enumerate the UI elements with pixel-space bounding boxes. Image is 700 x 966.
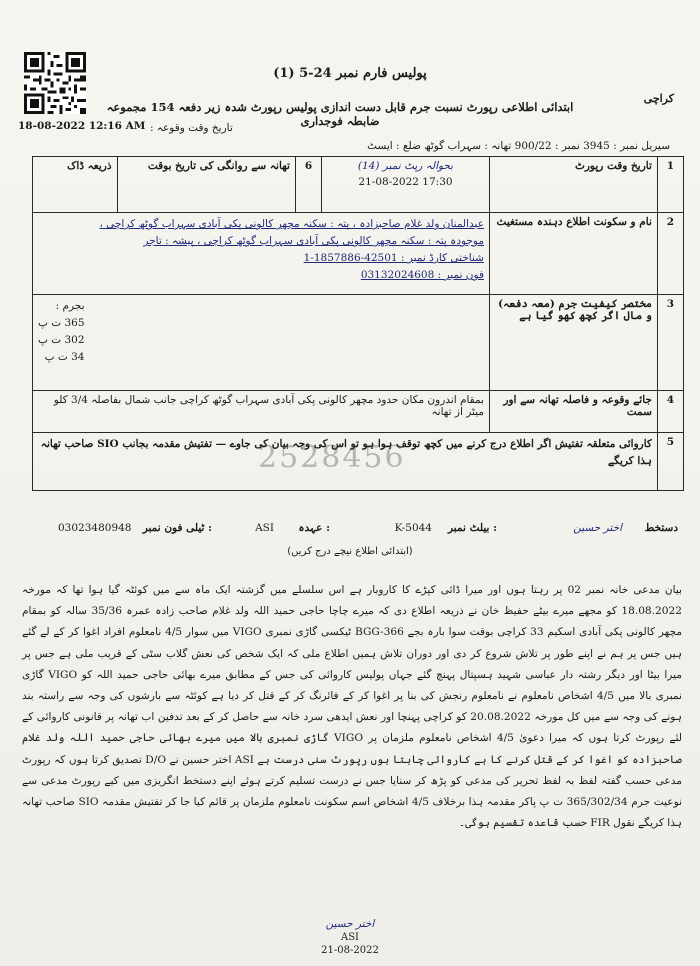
row-label: تاریخ وقت رپورٹ <box>489 157 657 213</box>
form-title: پولیس فارم نمبر 24-5 (1) <box>273 66 427 81</box>
statement-body: بیان مدعی خانہ نمبر 02 پر رہتا ہوں اور میرا ڈائی کپڑے کا کاروبار ہے اس سلسلے میں گزشتہ ایک ماہ سے میں کوئٹہ گیا ہوا تھا کہ مورخہ 18.08.2022 کو مجھے میرے بیٹے حفیظ خان نے ذریعہ اطلاع دی کہ میرے چاچا حاجی حمید اللہ ولد غلام صاحب زادہ عمرہ 35/36 سالہ کو بمقام مچھر کالونی پکی آبادی اسکیم 33 کراچی بوقت سوا بارہ بجے BGG-366 ٹیکسی گاڑی نمبری VIGO میں سوار 4/5 نامعلوم افراد اغوا کر کے لے گئے ہیں جس پر ہم نے اپنے طور پر تلاش شروع کر دی اور دوران تلاش ہمیں اطلاع ملی کہ ایک شخص کی نعش گلاب سٹی کے قریب ملی ہے جس پر میرا بیٹا اور دیگر رشتہ دار عباسی شہید ہسپتال پہنچ گئے جہاں پولیس کاروائی کی جس کے مطابق میرے بھائی حاجی حمید اللہ کو VIGO گاڑی نمبری بالا میں 4/5 اشخاص نامعلوم نے نامعلوم رنجش کی بنا پر اغوا کر کے فائرنگ کر کے قتل کر دیا ہے کوئٹہ سے بارشوں کی وجہ سے راستہ بند ہونے کی وجہ سے میں کل مورخہ 20.08.2022 کو کراچی پہنچا اور نعش ایدھی سرد خانہ سے حاصل کر کے بعد تدفین اب تھانہ پر قانونی کاروائی کے لئے رپورٹ کرتا ہوں کہ میرا دعویٰ 4/5 اشخاص نامعلوم ملزمان پر VIGO گاڑی نمبری بالا میں میرے بھائی حاجی حمید اللہ ولد غلام صاحبزادہ کو اغوا کر کے قتل کرنے کا ہے کاروائی چاہتا ہوں رپورٹ سنی درست ہے ASI اختر حسین نے D/O تصدیق کرتا ہوں کہ رپورٹ مدعی حسب گفتہ لفظ بہ لفظ تحریر کی مدعی کو پڑھ کر سنایا جس نے درست تسلیم کرتے ہوئے اپنے دستخط انگریزی میں کیے رپورٹ مدعی سے نوعیت جرم 365/302/34 ت پ پاکر مقدمہ ہذا برخلاف 4/5 اشخاص اسم سکونت نامعلوم ملزمان پر قائم کیا جا کر تفتیش مقدمہ SIO صاحب تھانہ ہذا کریگے نقول FIR حسب قاعدہ تقسیم ہوگی۔ <box>22 584 683 830</box>
offence-section: 34 ت پ <box>44 351 85 363</box>
serial-line: سیریل نمبر : 3945 نمبر : 900/22 تھانہ : سہراب گوٹھ ضلع : ایسٹ <box>367 140 670 152</box>
report-datetime: 21-08-2022 17:30 <box>358 176 453 188</box>
complainant-name: عبدالمنان ولد غلام صاحبزادہ ، پتہ : سکنہ مچھر کالونی پکی آبادی سہراب گوٹھ کراچی ، <box>99 218 484 230</box>
closing-officer: اختر حسین <box>325 918 375 930</box>
signature-row <box>22 522 682 540</box>
row-number: 3 <box>657 295 683 391</box>
row-label: مختصر کیفیت جرم (معہ دفعہ) و مال اگر کچھ کھو گیا ہے <box>489 295 657 391</box>
city-label: کراچی <box>643 92 674 105</box>
occurrence-label: تاریخ وقت وقوعہ : <box>150 122 233 134</box>
complainant-address: موجودہ پتہ : سکنہ مچھر کالونی پکی آبادی سہراب گوٹھ کراچی ، پیشہ : تاجر <box>143 235 484 247</box>
closing-date: 21-08-2022 <box>321 945 379 956</box>
dispatch-label: تھانہ سے روانگی کی تاریخ بوقت <box>117 157 295 213</box>
qr-code <box>24 52 86 114</box>
rank-label: عہدہ : <box>298 522 330 534</box>
offence-section: 302 ت پ <box>38 334 85 346</box>
signature-label: دستخط <box>644 522 678 534</box>
phone-number: 03023480948 <box>58 522 132 534</box>
occurrence-datetime: 18-08-2022 12:16 AM <box>18 120 146 132</box>
watermark-number: 2528456 <box>258 440 406 475</box>
row-number: 5 <box>657 433 683 491</box>
form-subtitle: ابتدائی اطلاعی رپورٹ نسبت جرم قابل دست اندازی پولیس رپورٹ شدہ زیر دفعہ 154 مجموعہ ضابطہ فوجداری <box>106 100 574 128</box>
row-number: 6 <box>295 157 321 213</box>
belt-number: K-5044 <box>394 522 432 534</box>
complainant-phone: 03132024608 : فون نمبر <box>360 269 484 281</box>
row-number: 1 <box>657 157 683 213</box>
officer-name: اختر حسین <box>573 522 622 534</box>
row-label: جائے وقوعہ و فاصلہ تھانہ سے اور سمت <box>489 391 657 433</box>
belt-number-label: بیلٹ نمبر : <box>447 522 497 534</box>
complainant-cnic: شناختی کارڈ نمبر : 42501-1857886-1 <box>303 252 484 264</box>
rank-value: ASI <box>255 522 274 534</box>
by-post-label: ذریعہ ڈاک <box>33 157 118 213</box>
phone-label: ٹیلی فون نمبر : <box>142 522 212 534</box>
offence-section: 365 ت پ <box>38 317 85 329</box>
place-of-occurrence: بمقام اندرون مکان حدود مچھر کالونی پکی آبادی سہراب گوٹھ کراچی جانب شمال بفاصلہ 3/4 کلو میٹر از تھانہ <box>33 391 490 433</box>
row-number: 2 <box>657 213 683 295</box>
info-note: (ابتدائی اطلاع نیچے درج کریں) <box>287 546 413 557</box>
row-number: 4 <box>657 391 683 433</box>
ref-report-number: بحوالہ رپٹ نمبر (14) <box>357 160 454 172</box>
row-label: نام و سکونت اطلاع دہندہ مستغیث <box>489 213 657 295</box>
closing-rank: ASI <box>340 932 360 943</box>
offence-heading: بجرم : <box>55 300 85 312</box>
row-label: کاروائی متعلقہ تفتیش اگر اطلاع درج کرنے میں کچھ توقف ہوا ہو تو اس کی وجہ بیان کی جاوے — تفتیش مقدمہ بجانب SIO صاحب تھانہ ہذا کریگے <box>33 433 658 491</box>
